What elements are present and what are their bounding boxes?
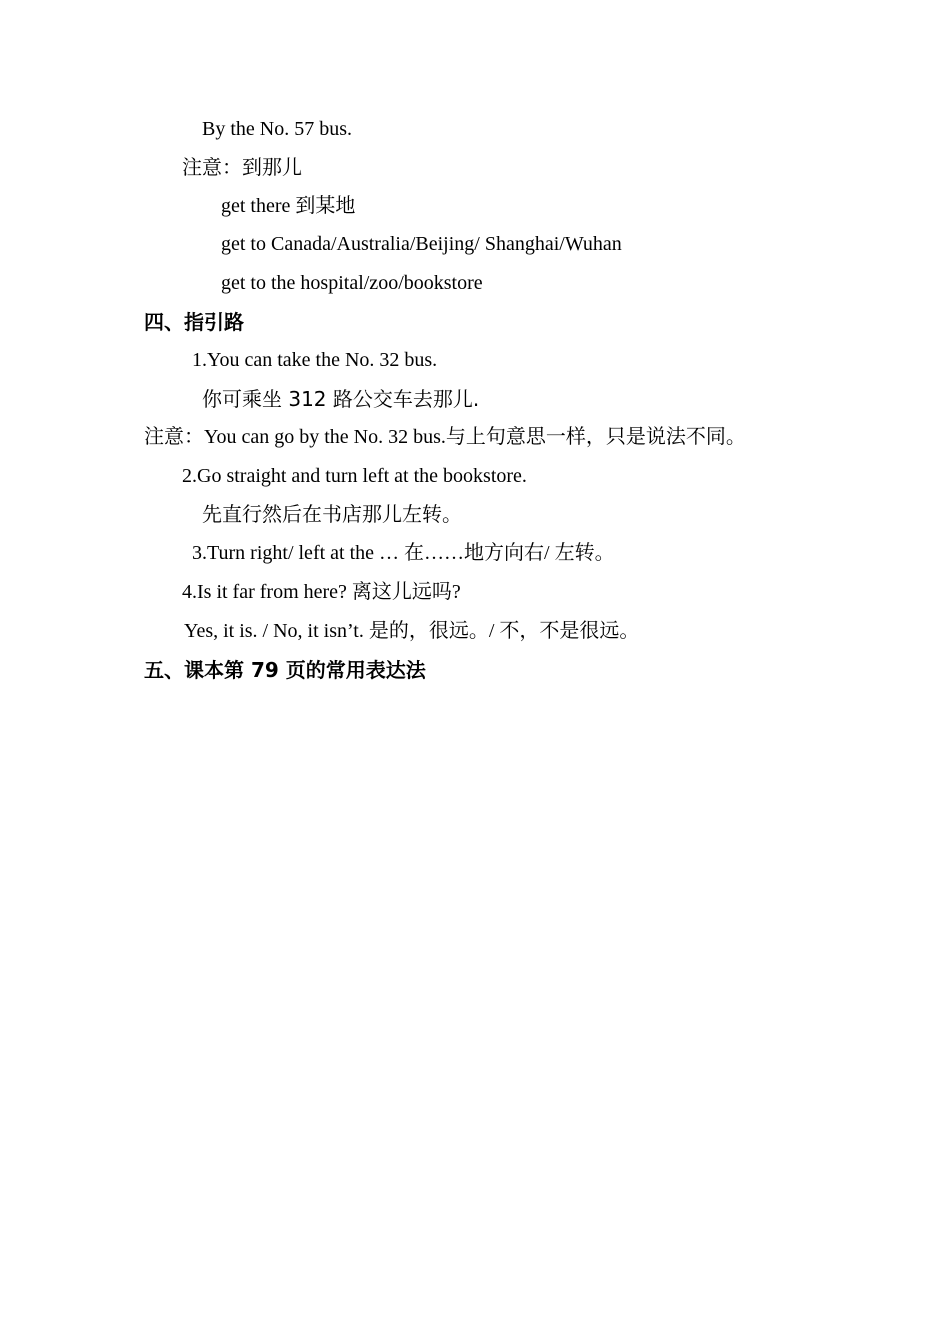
text-line-get-to-places: get to Canada/Australia/Beijing/ Shanghai/Wuhan (221, 233, 622, 255)
text-line-far-answer: Yes, it is. / No, it isn’t. 是的，很远。/ 不，不是很远。 (184, 620, 640, 642)
note-get-there: 注意：到那儿 (182, 155, 302, 179)
section-heading-4: 四、指引路 (144, 310, 244, 334)
text-line-go-straight-cn: 先直行然后在书店那儿左转。 (202, 502, 462, 526)
text-line-get-to-buildings: get to the hospital/zoo/bookstore (221, 272, 483, 294)
text-line-get-there: get there 到某地 (221, 195, 356, 217)
text-line-take-bus-cn: 你可乘坐 312 路公交车去那儿. (202, 387, 480, 411)
text-line-far-question: 4.Is it far from here? 离这儿远吗? (182, 581, 461, 603)
section-heading-5: 五、课本第 79 页的常用表达法 (144, 658, 426, 682)
note-go-by-bus: 注意：You can go by the No. 32 bus.与上句意思一样，只是说法不同。 (144, 426, 746, 448)
text-line-go-straight: 2.Go straight and turn left at the bookstore. (182, 465, 527, 487)
text-line-take-bus: 1.You can take the No. 32 bus. (192, 349, 438, 371)
text-line-bus-57: By the No. 57 bus. (202, 118, 352, 140)
text-line-turn: 3.Turn right/ left at the … 在……地方向右/ 左转。 (192, 542, 615, 564)
